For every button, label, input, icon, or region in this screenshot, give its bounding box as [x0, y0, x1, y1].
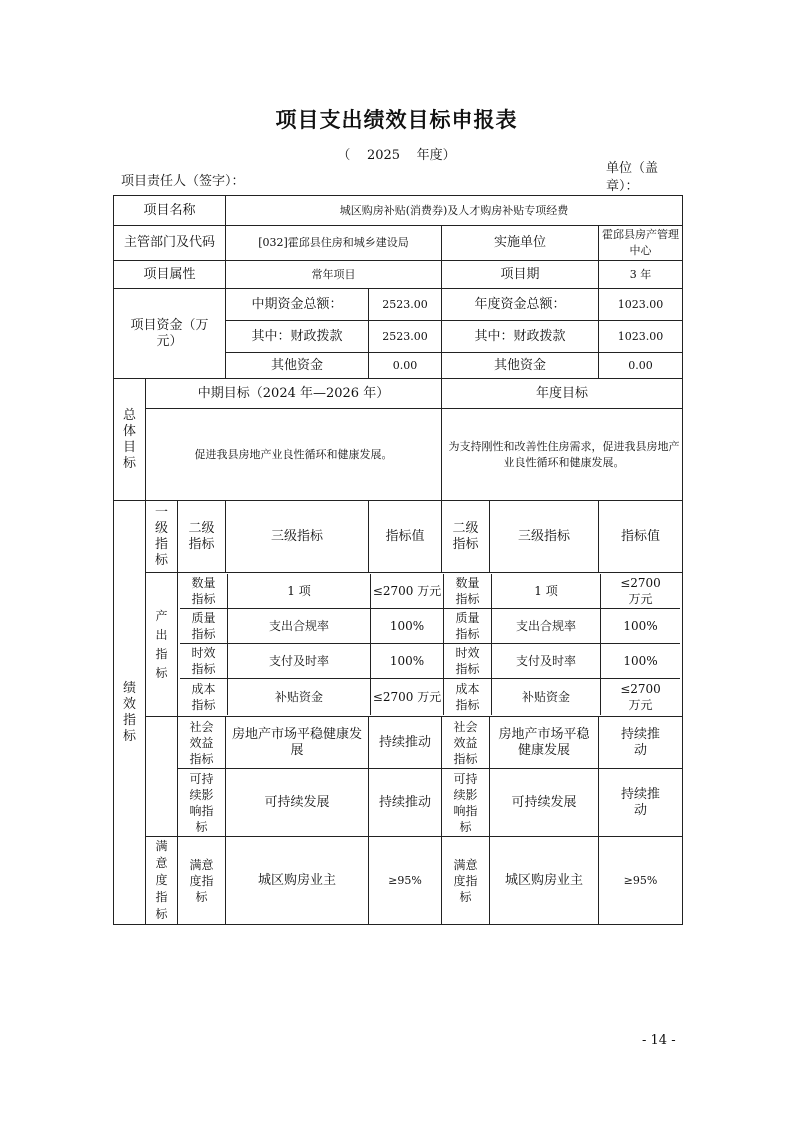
project-name-value: 城区购房补贴(消费券)及人才购房补贴专项经费 — [226, 196, 683, 226]
lvl3-header: 三级指标 — [226, 501, 369, 573]
list-item: 持续推动 — [369, 769, 442, 837]
list-item: 可持续影响指标 — [178, 769, 226, 837]
performance-form-table — [113, 195, 683, 925]
list-item: 数量指标 — [444, 574, 492, 609]
list-item: ≤2700 万元 — [620, 682, 661, 712]
list-item: 可持续影响指标 — [442, 769, 490, 837]
year-other-value: 0.00 — [599, 353, 683, 379]
list-item: 持续推动 — [599, 769, 683, 837]
output-indicators-label: 产出指标 — [146, 573, 178, 717]
funds-label: 项目资金（万元） — [114, 289, 226, 379]
row-department — [114, 226, 683, 261]
list-item: ≤2700 万元 — [371, 679, 444, 715]
list-item: ≤2700 万元 — [371, 574, 444, 609]
year-fiscal-label: 其中：财政拨款 — [442, 321, 599, 353]
impl-unit-label: 实施单位 — [442, 226, 599, 261]
list-item: 100% — [371, 644, 444, 679]
mid-goal-header: 中期目标（2024 年—2026 年） — [146, 379, 442, 409]
mid-total-value: 2523.00 — [369, 289, 442, 321]
list-item: 社会效益指标 — [442, 717, 490, 769]
list-item: 支付及时率 — [228, 644, 371, 679]
output-indicator-block — [178, 573, 683, 717]
list-item: 时效指标 — [180, 644, 228, 679]
list-item: 满意度指标 — [442, 837, 490, 925]
year-goal-header: 年度目标 — [442, 379, 683, 409]
lvl1-header: 一级指标 — [146, 501, 178, 573]
row-attribute — [114, 261, 683, 289]
list-item: 可持续发展 — [490, 769, 599, 837]
list-item: 1 项 — [228, 574, 371, 609]
list-item: ≥95% — [599, 837, 683, 925]
list-item: 100% — [601, 644, 680, 679]
mid-goal-text: 促进我县房地产业良性循环和健康发展。 — [146, 409, 442, 501]
project-name-label: 项目名称 — [114, 196, 226, 226]
year-lvl3-header: 三级指标 — [490, 501, 599, 573]
dept-value: [032]霍邱县住房和城乡建设局 — [226, 226, 442, 261]
list-item: 支付及时率 — [492, 644, 601, 679]
list-item: ≥95% — [369, 837, 442, 925]
row-satisfaction — [114, 837, 683, 925]
impl-unit-value: 霍邱县房产管理中心 — [599, 226, 683, 261]
unit-seal-label: 单位（盖章）： — [606, 161, 659, 194]
mid-other-value: 0.00 — [369, 353, 442, 379]
row-funds-total — [114, 289, 683, 321]
row-social-benefit — [114, 717, 683, 769]
lvl2-header: 二级指标 — [178, 501, 226, 573]
year-goal-text: 为支持刚性和改善性住房需求，促进我县房地产业良性循环和健康发展。 — [442, 409, 683, 501]
list-item: 时效指标 — [444, 644, 492, 679]
period-label: 项目期 — [442, 261, 599, 289]
attr-value: 常年项目 — [226, 261, 442, 289]
list-item: 房地产市场平稳健康发展 — [490, 717, 599, 769]
list-item: 100% — [371, 609, 444, 644]
list-item: 1 项 — [492, 574, 601, 609]
list-item: 社会效益指标 — [178, 717, 226, 769]
dept-label: 主管部门及代码 — [114, 226, 226, 261]
list-item: 补贴资金 — [228, 679, 371, 715]
list-item: 数量指标 — [180, 574, 228, 609]
year-fiscal-value: 1023.00 — [599, 321, 683, 353]
performance-indicators-label: 绩效指标 — [114, 501, 146, 925]
responsible-person-label: 项目责任人（签字）： — [121, 174, 245, 189]
mid-fiscal-label: 其中：财政拨款 — [226, 321, 369, 353]
attr-label: 项目属性 — [114, 261, 226, 289]
row-indicator-headers — [114, 501, 683, 573]
year-total-label: 年度资金总额： — [442, 289, 599, 321]
row-overall-text — [114, 409, 683, 501]
overall-goal-label: 总体目标 — [114, 379, 146, 501]
list-item: 满意度指标 — [178, 837, 226, 925]
list-item: 支出合规率 — [228, 609, 371, 644]
row-project-name — [114, 196, 683, 226]
satisfaction-label: 满意度指标 — [146, 837, 178, 925]
mid-total-label: 中期资金总额： — [226, 289, 369, 321]
year-line: （ 2025 年度） — [337, 148, 456, 163]
list-item: 城区购房业主 — [226, 837, 369, 925]
list-item: 质量指标 — [444, 609, 492, 644]
period-value: 3 年 — [599, 261, 683, 289]
list-item: 城区购房业主 — [490, 837, 599, 925]
list-item: 补贴资金 — [492, 679, 601, 715]
year-total-value: 1023.00 — [599, 289, 683, 321]
list-item: 质量指标 — [180, 609, 228, 644]
list-item: 房地产市场平稳健康发展 — [226, 717, 369, 769]
list-item: ≤2700 万元 — [601, 574, 680, 609]
year-other-label: 其他资金 — [442, 353, 599, 379]
year-value-header: 指标值 — [599, 501, 683, 573]
effect-indicators-label — [146, 717, 178, 837]
list-item: 成本指标 — [444, 679, 492, 715]
list-item: 持续推动 — [599, 717, 683, 769]
row-overall-header — [114, 379, 683, 409]
list-item: 可持续发展 — [226, 769, 369, 837]
list-item: 100% — [601, 609, 680, 644]
list-item: 持续推动 — [369, 717, 442, 769]
list-item: 成本指标 — [180, 679, 228, 715]
row-sustainable — [114, 769, 683, 837]
mid-other-label: 其他资金 — [226, 353, 369, 379]
row-output-indicators — [114, 573, 683, 717]
year-lvl2-header: 二级指标 — [442, 501, 490, 573]
list-item: 支出合规率 — [492, 609, 601, 644]
mid-fiscal-value: 2523.00 — [369, 321, 442, 353]
page-title: 项目支出绩效目标申报表 — [275, 107, 518, 132]
page-number: - 14 - — [642, 1033, 676, 1048]
value-header: 指标值 — [369, 501, 442, 573]
